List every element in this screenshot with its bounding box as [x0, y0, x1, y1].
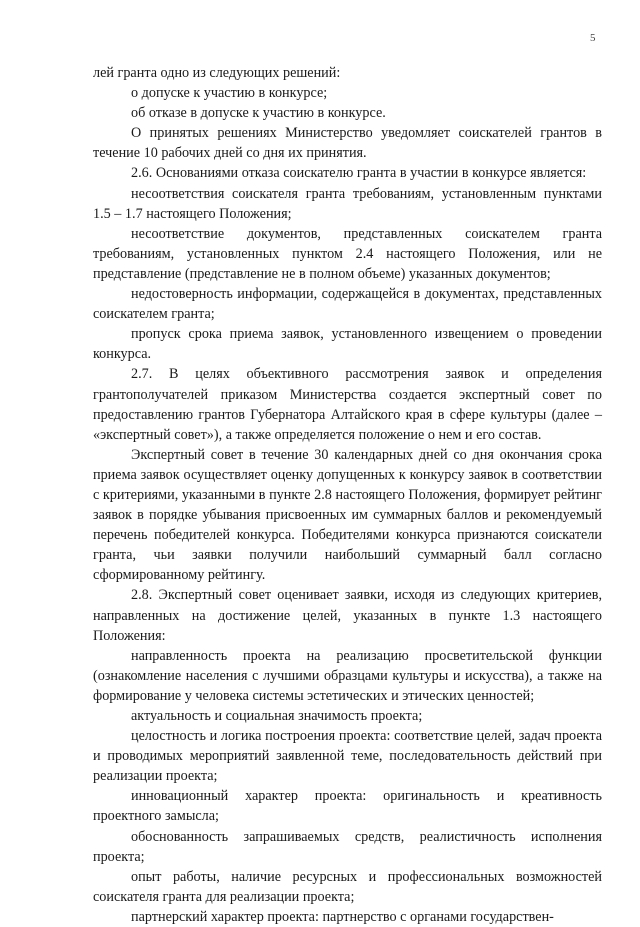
paragraph: партнерский характер проекта: партнерство с органами государствен-	[131, 908, 554, 925]
page-number: 5	[590, 32, 596, 44]
paragraph: о допуске к участию в конкурсе;	[131, 85, 328, 102]
paragraph: целостность и логика построения проекта: соответствие целей, задач проекта и проводимых мероприятий заявленной теме, последовательность действий при реализации проекта;	[93, 728, 602, 785]
paragraph: несоответствие документов, представленных соискателем гранта требованиям, установленных пунктом 2.4 настоящего Положения, или не представление (представление не в полном объеме) указанных документов;	[93, 225, 602, 282]
paragraph: актуальность и социальная значимость проекта;	[131, 708, 423, 724]
paragraph: несоответствия соискателя гранта требованиям, установленным пунктами 1.5 – 1.7 настоящего Положения;	[93, 185, 602, 222]
paragraph: недостоверность информации, содержащейся в документах, представленных соискателем гранта;	[93, 286, 602, 323]
paragraph: О принятых решениях Министерство уведомляет соискателей грантов в течение 10 рабочих дней со дня их принятия.	[93, 125, 602, 162]
paragraph: лей гранта одно из следующих решений:	[93, 65, 341, 81]
paragraph: об отказе в допуске к участию в конкурсе.	[131, 105, 386, 122]
paragraph: 2.6. Основаниями отказа соискателю гранта в участии в конкурсе является:	[131, 165, 587, 182]
paragraph: 2.7. В целях объективного рассмотрения заявок и определения грантополучателей приказом Министерства создается экспертный совет по предоставлению грантов Губернатора Алтайского края в сфере культуры (далее – «экспертный совет»), а также определяется положение о нем и его состав.	[93, 366, 602, 443]
paragraph: обоснованность запрашиваемых средств, реалистичность исполнения проекта;	[93, 828, 602, 865]
paragraph: пропуск срока приема заявок, установленного извещением о проведении конкурса.	[93, 326, 602, 363]
paragraph: направленность проекта на реализацию просветительской функции (ознакомление населения с лучшими образцами культуры и искусства), а также на формирование у человека системы эстетических и этических ценностей;	[93, 647, 602, 704]
paragraph: 2.8. Экспертный совет оценивает заявки, исходя из следующих критериев, направленных на достижение целей, указанных в пункте 1.3 настоящего Положения:	[93, 587, 602, 644]
paragraph: инновационный характер проекта: оригинальность и креативность проектного замысла;	[93, 788, 602, 825]
paragraph: Экспертный совет в течение 30 календарных дней со дня окончания срока приема заявок осуществляет оценку допущенных к конкурсу заявок в соответствии с критериями, указанными в пункте 2.8 настоящего Положения, формирует рейтинг заявок в порядке убывания присвоенных им суммарных баллов и рекомендуемый перечень победителей конкурса. Победителями конкурса признаются соискатели гранта, чьи заявки получили наибольший суммарный балл согласно сформированному рейтингу.	[93, 446, 602, 584]
body-text	[93, 63, 602, 927]
paragraph: опыт работы, наличие ресурсных и профессиональных возможностей соискателя гранта для реализации проекта;	[93, 868, 602, 905]
